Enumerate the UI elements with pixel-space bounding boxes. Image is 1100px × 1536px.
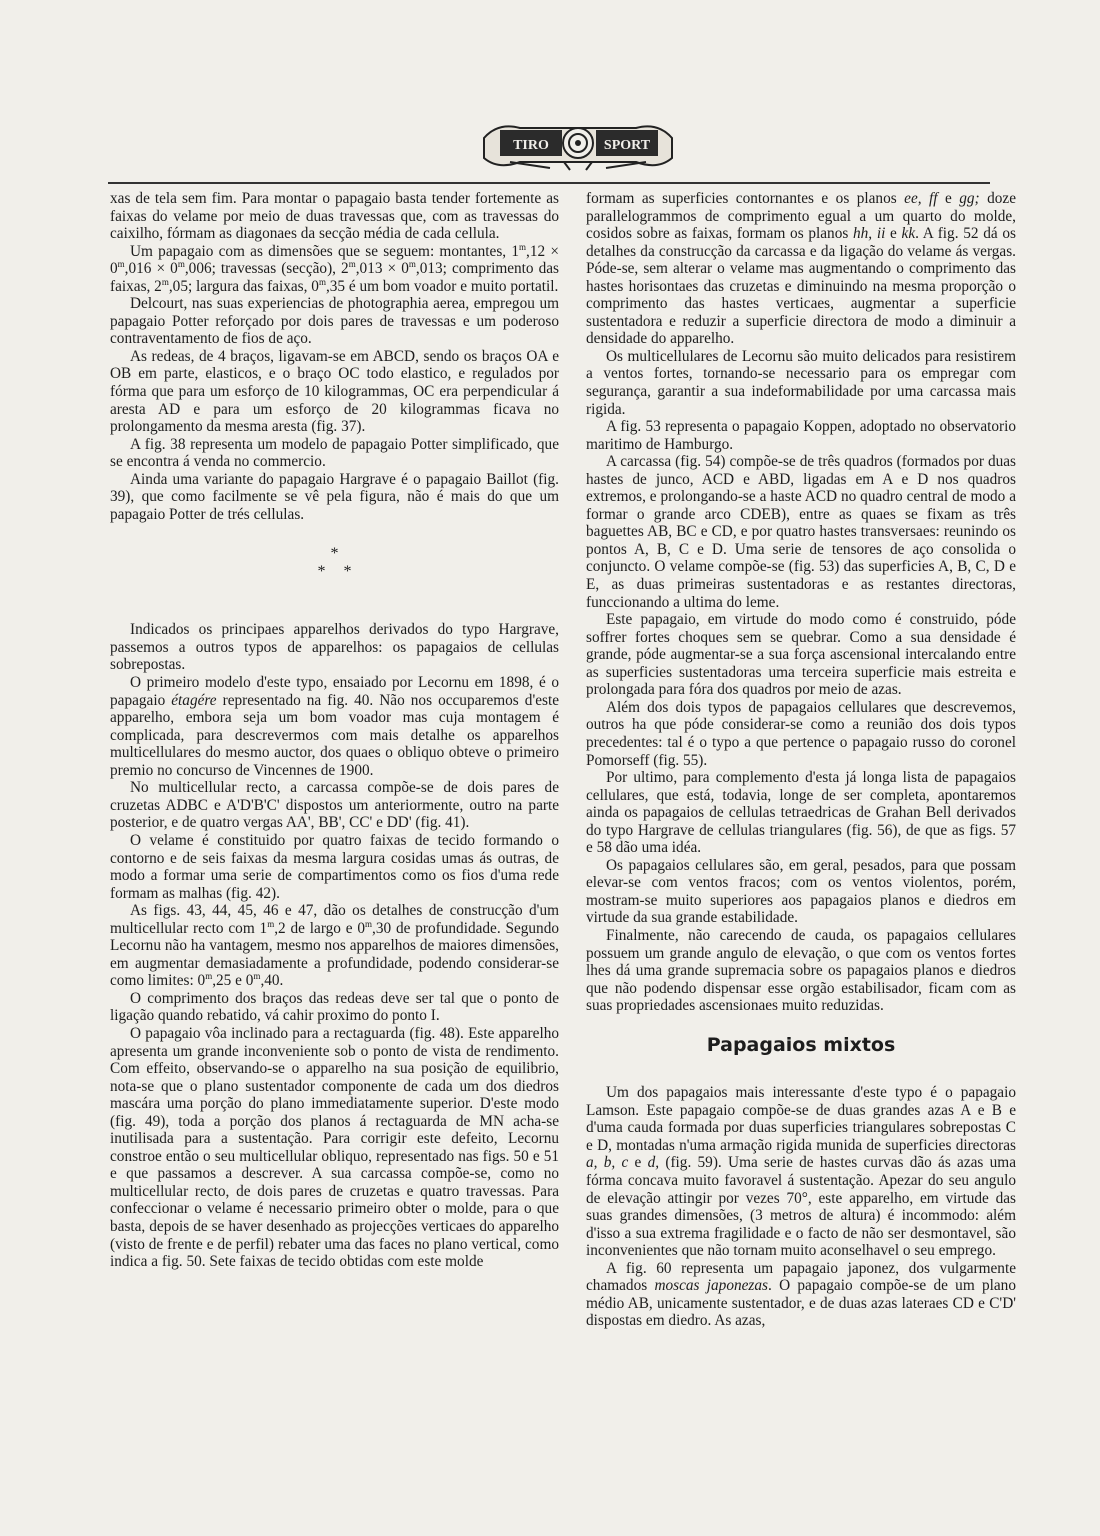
right-column <box>586 190 1016 1330</box>
svg-text:TIRO: TIRO <box>513 138 549 153</box>
section-separator <box>110 545 559 581</box>
header-rule <box>108 182 990 184</box>
paragraph: O velame é constituido por quatro faixas de tecido formando o contorno e de seis faixas da mesma largura cosidas umas ás outras, de modo a formar uma serie de compartimentos como os fios d'uma rede formam as malhas (fig. 42). <box>110 831 559 902</box>
paragraph: As redeas, de 4 braços, ligavam-se em ABCD, sendo os braços OA e OB em parte, elasticos, e o braço OC todo elastico, e regulados por fórma que para um esforço de 10 kilogrammas, OC era perpendicular á aresta AD e para um esforço de 20 kilogrammas ficava no prolongamento da mesma aresta (fig. 37). <box>110 347 559 436</box>
paragraph: Os papagaios cellulares são, em geral, pesados, para que possam elevar-se com ventos fracos; com os ventos violentos, porém, mostram-se muito superiores aos papagaios planos e diedros em virtude da sua grande estabilidade. <box>586 856 1016 927</box>
paragraph: A fig. 53 representa o papagaio Koppen, adoptado no observatorio maritimo de Hamburgo. <box>586 418 1016 453</box>
paragraph: Por ultimo, para complemento d'esta já longa lista de papagaios cellulares, que está, todavia, longe de ser completa, apontaremos ainda os papagaios de cellulas tetraedricas de Grahan Bell derivados do typo Hargrave de cellulas triangulares (fig. 56), de que as figs. 57 e 58 dão uma idéa. <box>586 769 1016 857</box>
paragraph: No multicellular recto, a carcassa compõe-se de dois pares de cruzetas ADBC e A'D'B'C' dispostos um anteriormente, outro na parte posterior, e de quatro vergas AA', BB', CC' e DD' (fig. 41). <box>110 779 559 832</box>
page-header <box>0 108 1100 188</box>
separator-stars: * * <box>317 563 352 581</box>
paragraph: O comprimento dos braços das redeas deve ser tal que o ponto de ligação quando rebatido, vá cahir proximo do ponto I. <box>110 989 559 1025</box>
paragraph: Delcourt, nas suas experiencias de photographia aerea, empregou um papagaio Potter reforçado por dois pares de travessas e um poderoso contraventamento de fios de aço. <box>110 295 559 348</box>
paragraph: formam as superficies contornantes e os planos ee, ff e gg; doze parallelogrammos de comprimento egual a um quarto do molde, cosidos sobre as faixas, formam os planos hh, ii e kk. A fig. 52 dá os detalhes da construcção da carcassa e da ligação do velame ás vergas. Póde-se, sem alterar o velame mas augmentando o comprimento das hastes horisontaes das cruzetas e diminuindo na mesma proporção o comprimento das hastes verticaes, augmentar a superficie sustentadora e reduzir a superficie directora de modo a diminuir a densidade do apparelho. <box>586 190 1016 348</box>
paragraph: Ainda uma variante do papagaio Hargrave é o papagaio Baillot (fig. 39), que como facilmente se vê pela figura, não é mais do que um papagaio Potter de trés cellulas. <box>110 470 559 523</box>
paragraph: xas de tela sem fim. Para montar o papagaio basta tender fortemente as faixas do velame por meio de duas travessas que, com as travessas do caixilho, fórmam as diagonaes da secção média de cada cellula. <box>110 190 559 243</box>
paragraph: A carcassa (fig. 54) compõe-se de três quadros (formados por duas hastes de junco, ACD e ABD, ligadas em A e D nos quadros extremos, e prolongando-se a haste ACD no quadro central de modo a formar o grande arco CDEB), entre as quaes se fixam as três baguettes AB, BC e CD, e por quatro hastes transversaes: reunindo os pontos A, B, C e D. Uma serie de tensores de aço consolida o conjuncto. O velame compõe-se (fig. 53) das superficies A, B, C, D e E, as duas primeiras sustentadoras e as restantes directoras, funccionando a ultima do leme. <box>586 453 1016 611</box>
paragraph: Finalmente, não carecendo de cauda, os papagaios cellulares possuem um grande angulo de elevação, o que com os ventos fortes lhes dá uma grande supremacia sobre os papagaios planos e diedros que não podendo dispensar esse orgão estabilisador, ficam com as suas propriedades ascensionaes muito reduzidas. <box>586 926 1016 1015</box>
paragraph: Além dos dois typos de papagaios cellulares que descrevemos, outros ha que póde considerar-se como a reunião dos dois typos precedentes: tal é o typo a que pertence o papagaio russo do coronel Pomorseff (fig. 55). <box>586 698 1016 769</box>
section-heading: Papagaios mixtos <box>706 1033 896 1056</box>
paragraph: O papagaio vôa inclinado para a rectaguarda (fig. 48). Este apparelho apresenta um grande inconveniente sob o ponto de vista de rendimento. Com effeito, observando-se o apparelho na sua posição de equilibrio, nota-se que o plano sustentador componente de cada um dos diedros mascára uma porção do plano immediatamente superior. D'este modo (fig. 49), toda a porção dos planos á rectaguarda de MN acha-se inutilisada para a sustentação. Para corrigir este defeito, Lecornu constroe então o seu multicellular obliquo, representado nas figs. 50 e 51 e que passamos a descrever. A sua carcassa compõe-se, como no multicellular recto, de dois pares de cruzetas e quatro travessas. Para confeccionar o velame é necessario primeiro obter o molde, para o que basta, depois de se haver desenhado as projecções verticaes do apparelho (visto de frente e de perfil) rebater uma das faces no plano vertical, como indica a fig. 50. Sete faixas de tecido obtidas com este molde <box>110 1024 559 1271</box>
separator-star: * <box>330 545 339 563</box>
paragraph: Um papagaio com as dimensões que se seguem: montantes, $1^m,12 \times 0^m,016 \times 0^m,006$; travessas (secção), $2^m,013 \times 0^m,013$; comprimento das faixas, 2$^m$,05; largura das faixas, 0$^m$,35 é um bom voador e muito portatil. <box>110 241 560 295</box>
paragraph: Um dos papagaios mais interessante d'este typo é o papagaio Lamson. Este papagaio compõe-se de duas grandes azas A e B e d'uma cauda formada por duas superficies triangulares sobrepostas C e D, montadas n'uma armação rigida munida de superficies directoras a, b, c e d, (fig. 59). Uma serie de hastes curvas dão ás azas uma fórma concava muito favoravel á sustentação. Apezar do seu angulo de elevação attingir por vezes 70°, este apparelho, em virtude das suas grandes dimensões, (3 metros de altura) é incommodo: além d'isso a sua extrema fragilidade e o facto de não ser desmontavel, são inconvenientes que não tornam muito aconselhavel o seu emprego. <box>586 1084 1016 1260</box>
svg-text:SPORT: SPORT <box>603 138 651 153</box>
paragraph: Este papagaio, em virtude do modo como é construido, póde soffrer fortes choques sem se quebrar. Como a sua densidade é grande, póde augmentar-se a sua força ascensional intercalando entre as superficies sustentadoras uma terceira superficie mais estreita e prolongada para fóra dos quadros por meio de azas. <box>586 611 1016 699</box>
tiro-e-sport-logo <box>480 118 676 172</box>
paragraph: A fig. 38 representa um modelo de papagaio Potter simplificado, que se encontra á venda no commercio. <box>110 435 559 471</box>
paragraph: O primeiro modelo d'este typo, ensaiado por Lecornu em 1898, é o papagaio étagére representado na fig. 40. Não nos occuparemos d'este apparelho, embora seja um bom voador mas cuja montagem é complicada, para descrevermos com mais detalhe os apparelhos multicellulares do mesmo auctor, dos quaes o obliquo obteve o primeiro premio no concurso de Vincennes de 1900. <box>110 674 559 779</box>
paragraph: Os multicellulares de Lecornu são muito delicados para resistirem a ventos fortes, tornando-se necessario para os empregar com segurança, garantir a sua indeformabilidade por uma carcassa mais rigida. <box>586 347 1016 418</box>
paragraph: As figs. 43, 44, 45, 46 e 47, dão os detalhes de construcção d'um multicellular recto com 1$^m$,2 de largo e 0$^m$,30 de profundidade. Segundo Lecornu não ha vantagem, mesmo nos apparelhos de maiores dimensões, em augmentar demasiadamente a profundidade, podendo considerar-se como limites: 0$^m$,25 e 0$^m$,40. <box>110 902 560 990</box>
paragraph: Indicados os principaes apparelhos derivados do typo Hargrave, passemos a outros typos de apparelhos: os papagaios de cellulas sobrepostas. <box>110 621 559 674</box>
left-column <box>110 190 559 1271</box>
paragraph: A fig. 60 representa um papagaio japonez, dos vulgarmente chamados moscas japonezas. O papagaio compõe-se de um plano médio AB, unicamente sustentador, e de duas azas lateraes CD e C'D' dispostas em diedro. As azas, <box>586 1259 1016 1330</box>
